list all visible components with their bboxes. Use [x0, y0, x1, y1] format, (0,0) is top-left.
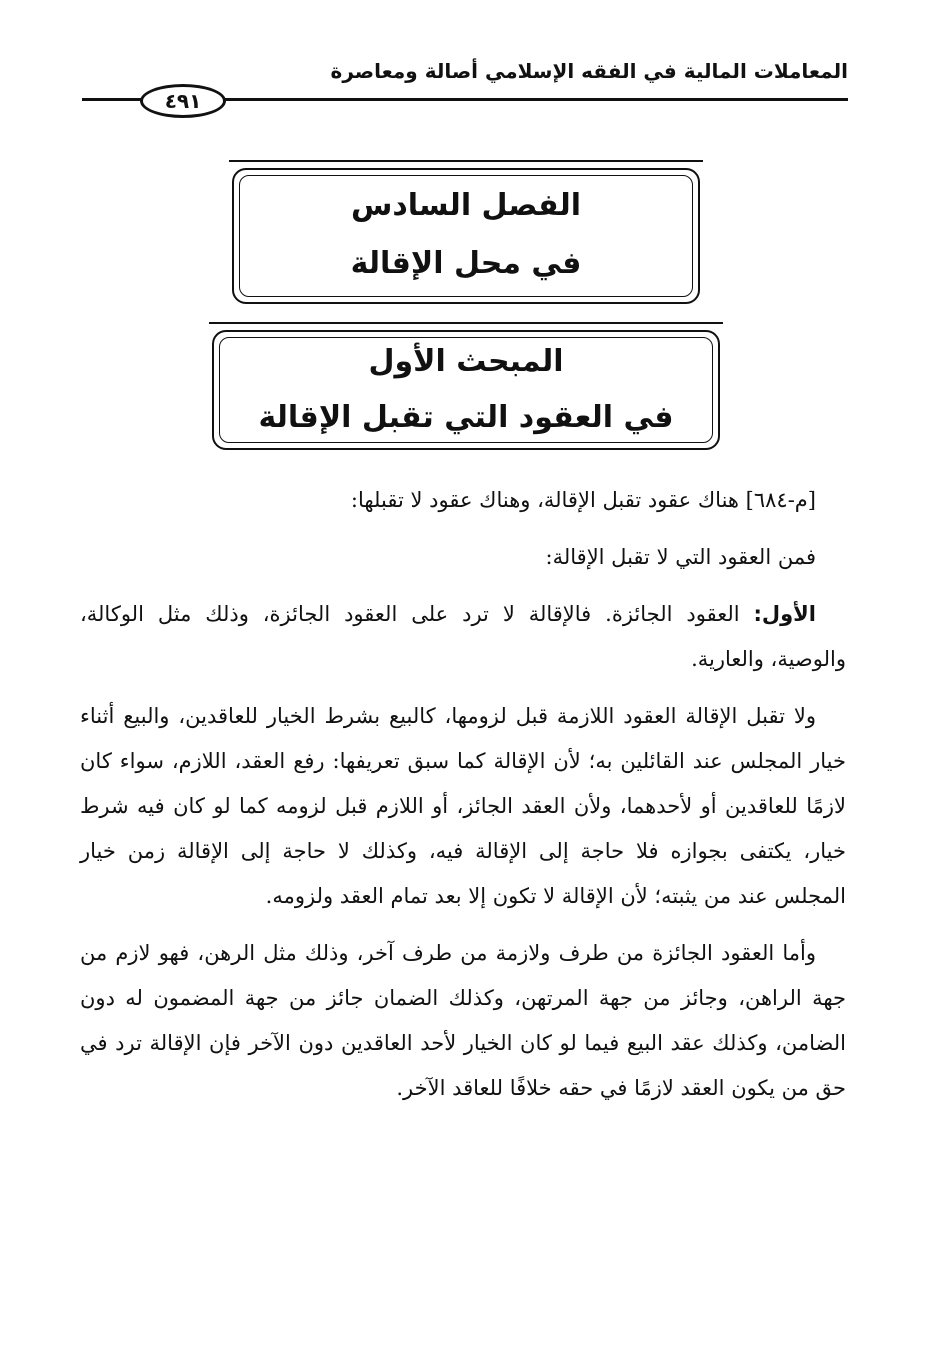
first-item-label: الأول: [753, 602, 816, 626]
paragraph-first-item [80, 592, 846, 682]
section-title: المبحث الأول [368, 344, 564, 379]
first-item-text: العقود الجائزة. فالإقالة لا ترد على العقود الجائزة، وذلك مثل الوكالة، والوصية، والعارية. [80, 602, 846, 671]
section-title-box [212, 322, 720, 450]
chapter-title-box [232, 160, 700, 304]
section-subtitle: في العقود التي تقبل الإقالة [258, 400, 674, 435]
paragraph-intro: [م-٦٨٤] هناك عقود تقبل الإقالة، وهناك عقود لا تقبلها: [350, 488, 816, 512]
body-text [80, 478, 846, 1123]
chapter-box-top-rule [229, 160, 703, 162]
paragraph-list-intro: فمن العقود التي لا تقبل الإقالة: [545, 545, 816, 569]
page-number: ٤٩١ [140, 84, 226, 118]
chapter-title: الفصل السادس [350, 188, 582, 223]
section-box-top-rule [209, 322, 723, 324]
paragraph-mixed-contracts: وأما العقود الجائزة من طرف ولازمة من طرف آخر، وذلك مثل الرهن، فهو لازم من جهة الراهن، وجائز من جهة المرتهن، وكذلك الضمان جائز من جهة المضمون له دون الضامن، وكذلك عقد البيع فيما لو كان الخيار لأحد العاقدين دون الآخر فإن الإقالة ترد في حق من يكون العقد لازمًا في حقه خلافًا للعاقد الآخر. [80, 941, 846, 1100]
paragraph-binding-contracts: ولا تقبل الإقالة العقود اللازمة قبل لزومها، كالبيع بشرط الخيار للعاقدين، والبيع أثناء خيار المجلس عند القائلين به؛ لأن الإقالة كما سبق تعريفها: رفع العقد، اللازم، سواء كان لازمًا للعاقدين أو لأحدهما، ولأن العقد الجائز، أو اللازم قبل لزومه كما لو كان فيه شرط خيار، يكتفى بجوازه فلا حاجة إلى الإقالة فيه، وكذلك لا حاجة إلى الإقالة زمن خيار المجلس عند من يثبته؛ لأن الإقالة لا تكون إلا بعد تمام العقد ولزومه. [80, 704, 846, 908]
chapter-subtitle: في محل الإقالة [350, 246, 582, 281]
running-header-title: المعاملات المالية في الفقه الإسلامي أصالة ومعاصرة [330, 59, 848, 83]
